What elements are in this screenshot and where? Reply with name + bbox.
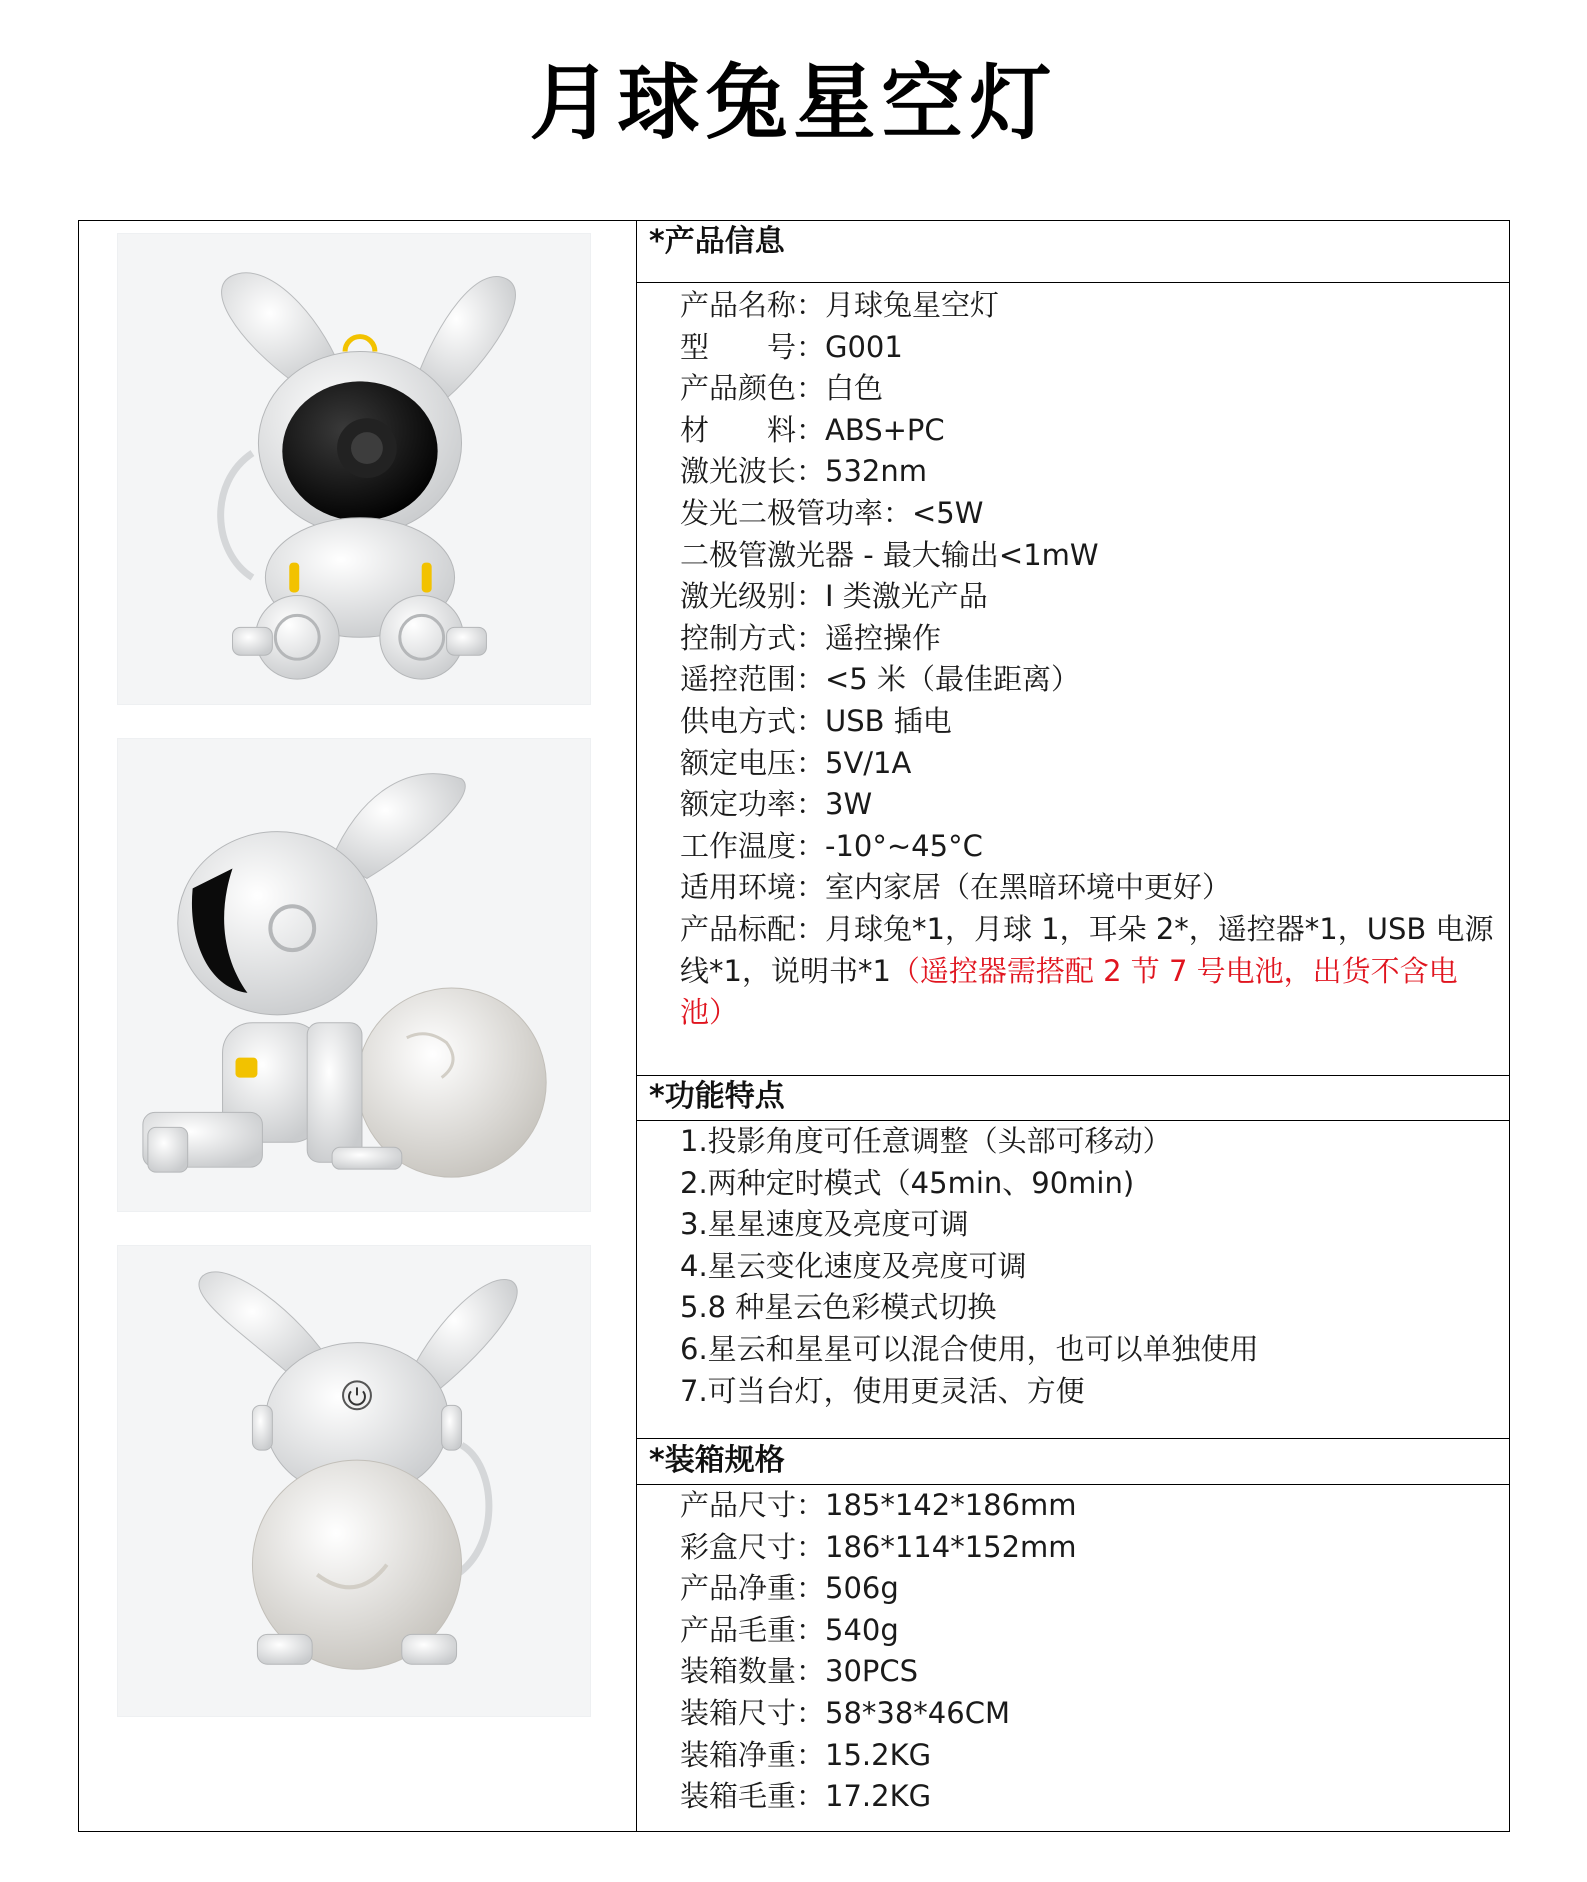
product-info-list [680,285,1495,909]
packing-row: 产品毛重：540g [680,1612,899,1647]
packing-row: 产品净重：506g [680,1571,899,1606]
page-title: 月球兔星空灯 [529,55,1058,151]
photo-back-view [117,1245,591,1717]
photo-column [79,221,637,1831]
back-view-illustration [118,1246,590,1716]
feature-item: 4.星云变化速度及亮度可调 [680,1248,1027,1283]
spec-row: 产品名称：月球兔星空灯 [680,288,1000,322]
photo-side-view [117,738,591,1212]
photo-front-view [117,233,591,705]
packing-row: 装箱毛重：17.2KG [680,1779,932,1814]
side-view-illustration [118,739,590,1211]
spec-row: 遥控范围：<5 米（最佳距离） [680,662,1080,697]
packing-row: 装箱数量：30PCS [680,1654,919,1689]
packing-row: 装箱尺寸：58*38*46CM [680,1695,1010,1730]
feature-item: 7.可当台灯，使用更灵活、方便 [680,1373,1085,1408]
feature-item: 1.投影角度可任意调整（头部可移动） [680,1124,1172,1158]
spec-row: 发光二极管功率：<5W [680,495,984,530]
feature-item: 5.8 种星云色彩模式切换 [680,1290,997,1325]
packing-list [680,1485,1495,1818]
packing-body [637,1485,1509,1818]
section-heading-features: *功能特点 [637,1076,1509,1121]
spec-row: 材 料：ABS+PC [680,412,945,447]
feature-item: 3.星星速度及亮度可调 [680,1207,969,1242]
product-info-body [637,283,1509,1076]
spec-row: 额定功率：3W [680,787,873,822]
packing-row: 产品尺寸：185*142*186mm [680,1488,1077,1522]
spec-row: 工作温度：-10°~45°C [680,828,983,863]
packing-row: 装箱净重：15.2KG [680,1737,932,1772]
spec-row: 激光级别：I 类激光产品 [680,579,988,614]
spec-row: 二极管激光器 - 最大输出<1mW [680,537,1099,572]
spec-row: 激光波长：532nm [680,454,927,489]
section-heading-product-info: *产品信息 [637,221,1509,283]
spec-column [637,221,1509,1831]
spec-row: 额定电压：5V/1A [680,745,912,780]
section-heading-packing: *装箱规格 [637,1439,1509,1485]
spec-row: 适用环境：室内家居（在黑暗环境中更好） [680,870,1232,905]
packing-row: 彩盒尺寸：186*114*152mm [680,1529,1077,1564]
features-list [680,1121,1495,1412]
spec-sheet [78,220,1510,1832]
spec-row: 产品颜色：白色 [680,371,884,406]
feature-item: 2.两种定时模式（45min、90min) [680,1165,1135,1200]
spec-row: 供电方式：USB 插电 [680,703,952,738]
front-view-illustration [118,234,590,704]
spec-row: 型 号：G001 [680,329,903,364]
standard-kit-label: 产品标配：月球兔*1，月球 1，耳朵 2*，遥控器*1，USB 电源线*1，说明书*1 [680,911,1494,988]
spec-row: 控制方式：遥控操作 [680,620,942,655]
feature-item: 6.星云和星星可以混合使用，也可以单独使用 [680,1331,1259,1366]
features-body [637,1121,1509,1439]
standard-kit-text [680,909,1495,1034]
standard-kit-battery-note: （遥控器需搭配 2 节 7 号电池，出货不含电池） [680,953,1458,1030]
